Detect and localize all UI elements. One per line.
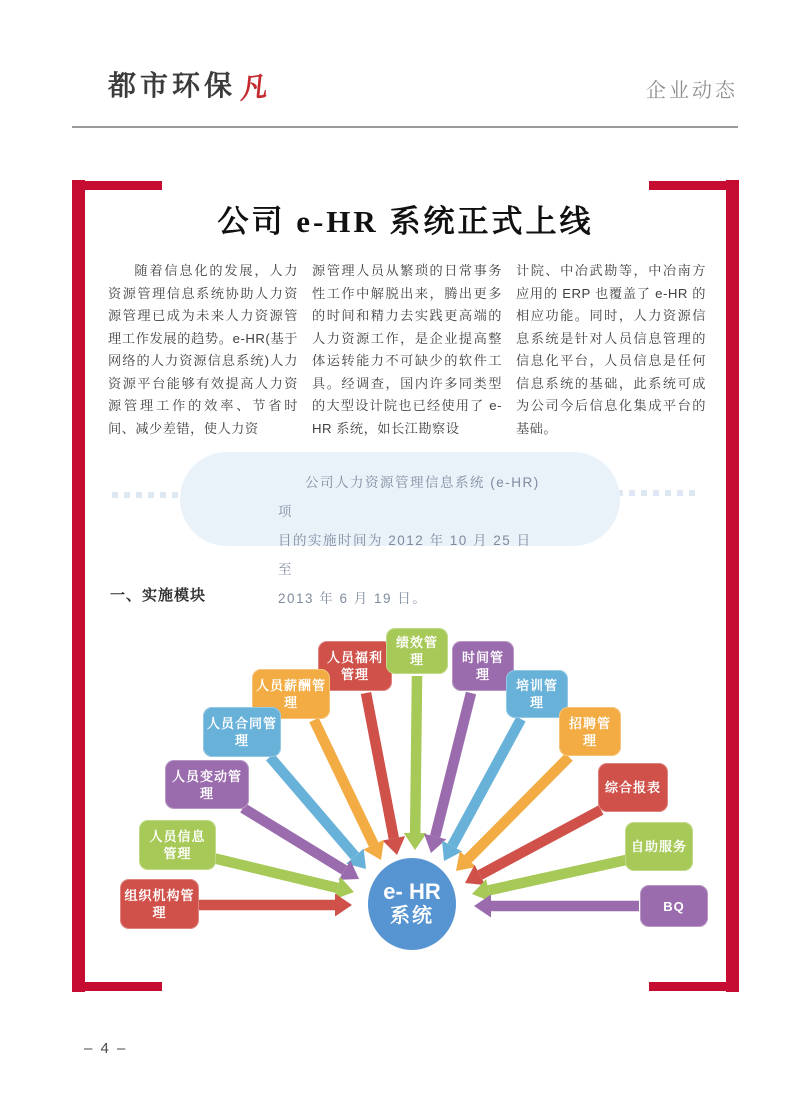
company-logo: 都市环保	[108, 70, 237, 101]
section-heading: 一、实施模块	[110, 587, 207, 604]
body-column-1: 随着信息化的发展，人力资源管理信息系统协助人力资源管理已成为未来人力资源管理工作发展的趋势。e-HR(基于网络的人力资源信息系统)人力资源平台能够有效提高人力资源管理工作的效率、节省时间、减少差错，使人力资	[108, 263, 298, 436]
diagram-module	[120, 879, 199, 929]
page-number: – 4 –	[84, 1040, 128, 1057]
diagram-module	[203, 707, 281, 757]
article-title: 公司 e-HR 系统正式上线	[217, 204, 594, 239]
frame-corner-bottom-left	[72, 982, 162, 991]
body-column-2: 源管理人员从繁琐的日常事务性工作中解脱出来，腾出更多的时间和精力去实践更高端的人力资源工作，是企业提高整体运转能力不可缺少的软件工具。经调查，国内许多同类型的大型设计院也已经使用了 e-HR 系统，如长江勘察设	[312, 263, 502, 436]
diagram-module-label: 人员薪酬管理	[256, 678, 327, 710]
diagram-module-label: BQ	[663, 898, 685, 914]
arrow-shaft	[468, 757, 569, 859]
diagram-module-label: 时间管理	[461, 650, 504, 682]
callout-line: 公司人力资源管理信息系统 (e-HR)项	[278, 475, 540, 519]
callout-line: 2013 年 6 月 19 日。	[278, 591, 428, 606]
callout-text	[180, 452, 620, 613]
callout-line: 目的实施时间为 2012 年 10 月 25 日至	[278, 533, 532, 577]
ehr-center-label-2: 系统	[390, 905, 434, 927]
ehr-center-circle	[368, 858, 456, 950]
arrow-shaft	[415, 676, 417, 833]
diagram-module-label: 人员变动管理	[171, 768, 242, 801]
frame-corner-top-right	[649, 181, 739, 190]
arrow-shaft	[213, 858, 337, 888]
diagram-module-label: 培训管理	[515, 678, 558, 710]
diagram-module-label: 人员福利管理	[326, 650, 383, 682]
diagram-module	[625, 822, 693, 871]
frame-left-bar	[72, 180, 85, 992]
arrow-shaft	[366, 693, 394, 838]
diagram-module-label: 自助服务	[630, 839, 687, 854]
logo-mark-icon: 凡	[236, 71, 268, 105]
arrow-head	[383, 836, 406, 855]
diagram-module-label: 人员信息管理	[149, 829, 206, 861]
frame-corner-bottom-right	[649, 982, 739, 991]
diagram-module-label: 综合报表	[604, 780, 661, 795]
body-columns	[108, 260, 706, 440]
frame-corner-top-left	[72, 181, 162, 190]
section-label: 企业动态	[646, 80, 738, 102]
diagram-module	[559, 707, 621, 756]
diagram-module-label: 人员合同管理	[207, 716, 278, 748]
arrow-head	[335, 894, 352, 917]
diagram-module-label: 组织机构管理	[124, 888, 195, 920]
masthead	[108, 64, 268, 105]
diagram-module	[386, 628, 448, 674]
diagram-module	[452, 641, 514, 691]
diagram-module	[506, 670, 568, 718]
diagram-module	[165, 760, 249, 809]
body-column-3: 计院、中冶武勘等，中冶南方应用的 ERP 也覆盖了 e-HR 的相应功能。同时，人力资源信息系统是针对人员信息管理的信息化平台，人员信息是任何信息系统的基础，此系统可成为公司今后信息化集成平台的基础。	[516, 263, 706, 436]
ehr-center-label-1: e- HR	[383, 879, 441, 904]
diagram-module	[640, 885, 708, 927]
diagram-module	[139, 820, 216, 870]
diagram-module	[598, 763, 668, 812]
header-rule	[72, 126, 738, 128]
diagram-module-label: 招聘管理	[568, 715, 611, 748]
ehr-diagram	[100, 618, 710, 968]
frame-right-bar	[726, 180, 739, 992]
arrow-shaft	[243, 808, 345, 870]
dotted-line-left	[112, 492, 182, 498]
arrow-head	[404, 833, 427, 850]
dotted-line-right	[617, 490, 697, 496]
callout-box	[180, 452, 620, 606]
diagram-module-label: 绩效管理	[395, 635, 438, 667]
